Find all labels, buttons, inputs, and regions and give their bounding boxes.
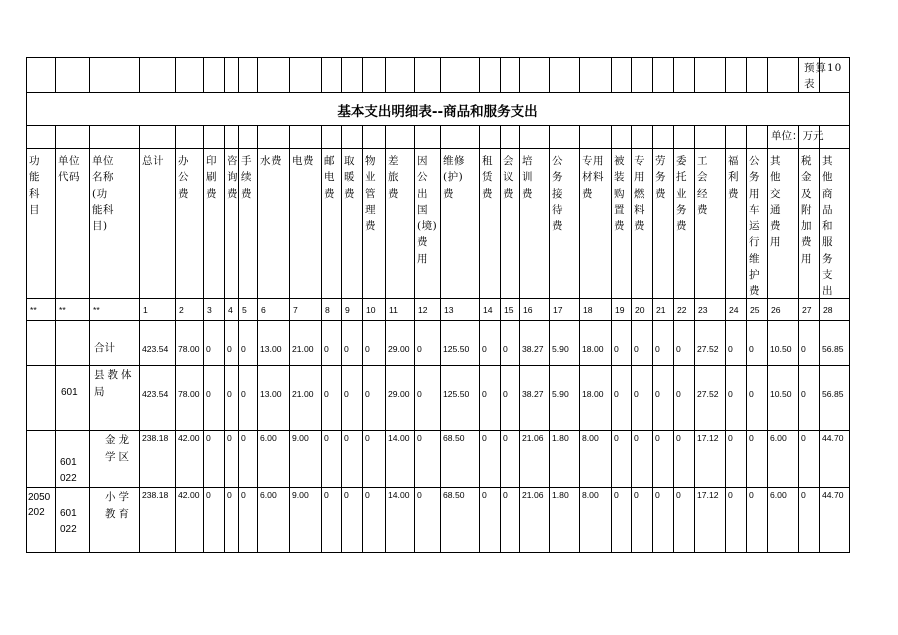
table-cell: 0 — [655, 344, 660, 354]
column-header-21: 专用材料费 — [582, 155, 604, 200]
column-index-28: 25 — [750, 305, 760, 315]
table-cell: 14.00 — [388, 433, 410, 443]
column-rule — [26, 57, 27, 553]
column-index-3: ** — [93, 305, 100, 315]
table-cell: 14.00 — [388, 490, 410, 500]
table-cell: 0 — [614, 490, 619, 500]
table-cell: 0 — [365, 389, 370, 399]
table-cell: 0 — [241, 490, 246, 500]
table-cell: 238.18 — [142, 490, 169, 500]
table-cell: 18.00 — [582, 344, 604, 354]
table-cell: 0 — [344, 344, 349, 354]
row-unit-code: 601 — [61, 387, 78, 398]
column-header-20: 公务接待费 — [552, 155, 563, 233]
table-cell: 0 — [655, 433, 660, 443]
row-rule — [26, 92, 850, 93]
table-cell: 38.27 — [522, 344, 544, 354]
column-rule — [289, 57, 290, 92]
row-rule — [26, 552, 850, 553]
row-unit-name: 金龙学区 — [105, 434, 132, 463]
table-cell: 0 — [614, 389, 619, 399]
column-header-3: 单位名称(功能科目) — [92, 155, 114, 233]
table-cell: 27.52 — [697, 389, 719, 399]
column-index-21: 18 — [583, 305, 593, 315]
table-cell: 0 — [417, 433, 422, 443]
table-cell: 0 — [676, 344, 681, 354]
table-cell: 0 — [634, 389, 639, 399]
column-header-22: 被装购置费 — [614, 155, 625, 233]
column-rule — [849, 57, 850, 553]
table-cell: 0 — [365, 344, 370, 354]
column-rule — [257, 57, 258, 92]
table-cell: 68.50 — [443, 433, 465, 443]
table-cell: 29.00 — [388, 344, 410, 354]
table-cell: 0 — [324, 490, 329, 500]
row-rule — [26, 320, 850, 321]
table-cell: 0 — [749, 344, 754, 354]
column-rule — [55, 125, 56, 553]
column-index-6: 3 — [207, 305, 212, 315]
table-cell: 17.12 — [697, 490, 719, 500]
table-cell: 5.90 — [552, 344, 569, 354]
column-rule — [362, 57, 363, 92]
table-cell: 238.18 — [142, 433, 169, 443]
table-cell: 0 — [503, 433, 508, 443]
table-cell: 0 — [482, 389, 487, 399]
column-header-18: 会议费 — [503, 155, 514, 200]
row-unit-name: 县教体局 — [94, 369, 135, 398]
table-cell: 42.00 — [178, 490, 200, 500]
table-cell: 125.50 — [443, 389, 470, 399]
column-rule — [549, 57, 550, 92]
table-cell: 0 — [241, 344, 246, 354]
column-header-5: 办公费 — [178, 155, 189, 200]
column-rule — [746, 57, 747, 92]
page-title: 基本支出明细表--商品和服务支出 — [337, 104, 538, 120]
column-rule — [341, 57, 342, 92]
row-rule — [26, 430, 850, 431]
column-rule — [500, 57, 501, 92]
table-cell: 18.00 — [582, 389, 604, 399]
column-header-31: 其他商品和服务支出 — [822, 155, 833, 298]
column-rule — [55, 57, 56, 92]
table-cell: 0 — [482, 433, 487, 443]
column-header-16: 维修(护)费 — [443, 155, 465, 200]
corner-label: 预算10表 — [804, 62, 843, 90]
row-rule — [26, 298, 850, 299]
table-cell: 0 — [324, 433, 329, 443]
column-header-19: 培训费 — [522, 155, 533, 200]
table-cell: 0 — [749, 490, 754, 500]
column-header-2: 单位代码 — [58, 155, 80, 184]
table-cell: 0 — [206, 344, 211, 354]
column-rule — [694, 57, 695, 92]
table-cell: 0 — [417, 389, 422, 399]
column-index-1: ** — [30, 305, 37, 315]
table-cell: 0 — [503, 389, 508, 399]
table-cell: 1.80 — [552, 433, 569, 443]
table-cell: 0 — [728, 433, 733, 443]
table-cell: 6.00 — [770, 490, 787, 500]
column-rule — [479, 57, 480, 92]
column-index-5: 2 — [179, 305, 184, 315]
column-header-25: 委托业务费 — [676, 155, 687, 233]
table-cell: 6.00 — [260, 433, 277, 443]
table-cell: 0 — [227, 490, 232, 500]
column-index-23: 20 — [635, 305, 645, 315]
table-cell: 0 — [634, 490, 639, 500]
row-rule — [26, 57, 850, 58]
table-cell: 0 — [344, 490, 349, 500]
table-cell: 10.50 — [770, 344, 792, 354]
table-cell: 0 — [503, 344, 508, 354]
row-rule — [26, 365, 850, 366]
column-index-11: 8 — [325, 305, 330, 315]
column-rule — [139, 125, 140, 553]
column-header-12: 取暖费 — [344, 155, 355, 200]
table-cell: 0 — [482, 490, 487, 500]
table-cell: 78.00 — [178, 344, 200, 354]
table-cell: 0 — [728, 389, 733, 399]
row-function-code: 2050202 — [28, 492, 51, 518]
row-rule — [26, 125, 850, 126]
column-index-30: 27 — [802, 305, 812, 315]
table-cell: 0 — [206, 433, 211, 443]
table-cell: 8.00 — [582, 490, 599, 500]
column-rule — [203, 57, 204, 92]
table-cell: 0 — [241, 433, 246, 443]
column-rule — [767, 57, 768, 92]
table-cell: 44.70 — [822, 433, 844, 443]
column-header-14: 差旅费 — [388, 155, 399, 200]
column-header-10: 电费 — [292, 155, 314, 167]
table-cell: 0 — [206, 490, 211, 500]
table-cell: 38.27 — [522, 389, 544, 399]
table-cell: 68.50 — [443, 490, 465, 500]
column-index-19: 16 — [523, 305, 533, 315]
table-cell: 56.85 — [822, 344, 844, 354]
column-header-27: 福利费 — [728, 155, 739, 200]
table-cell: 0 — [801, 490, 806, 500]
column-rule — [519, 57, 520, 92]
column-header-28: 公务用车运行维护费 — [749, 155, 760, 298]
column-index-25: 22 — [677, 305, 687, 315]
table-cell: 0 — [417, 490, 422, 500]
row-rule — [26, 487, 850, 488]
table-cell: 0 — [801, 344, 806, 354]
column-header-1: 功能科目 — [29, 155, 40, 216]
column-index-4: 1 — [143, 305, 148, 315]
table-cell: 44.70 — [822, 490, 844, 500]
row-rule — [26, 148, 850, 149]
column-header-4: 总计 — [142, 155, 164, 167]
column-header-30: 税金及附加费用 — [801, 155, 812, 265]
column-rule — [289, 125, 290, 553]
table-cell: 42.00 — [178, 433, 200, 443]
column-index-12: 9 — [345, 305, 350, 315]
table-cell: 10.50 — [770, 389, 792, 399]
column-index-7: 4 — [228, 305, 233, 315]
column-index-13: 10 — [366, 305, 376, 315]
column-rule — [224, 57, 225, 92]
column-header-23: 专用燃料费 — [634, 155, 645, 233]
column-header-26: 工会经费 — [697, 155, 708, 216]
table-cell: 1.80 — [552, 490, 569, 500]
table-cell: 0 — [614, 344, 619, 354]
column-index-10: 7 — [293, 305, 298, 315]
table-cell: 0 — [503, 490, 508, 500]
table-cell: 0 — [676, 433, 681, 443]
table-cell: 0 — [344, 433, 349, 443]
table-cell: 5.90 — [552, 389, 569, 399]
table-cell: 0 — [241, 389, 246, 399]
column-header-15: 因公出国(境)费用 — [417, 155, 438, 265]
table-cell: 6.00 — [260, 490, 277, 500]
column-index-17: 14 — [483, 305, 493, 315]
column-header-6: 印刷费 — [206, 155, 217, 200]
table-cell: 0 — [728, 344, 733, 354]
table-cell: 125.50 — [443, 344, 470, 354]
table-cell: 0 — [634, 433, 639, 443]
column-index-22: 19 — [615, 305, 625, 315]
column-index-20: 17 — [553, 305, 563, 315]
column-rule — [611, 57, 612, 92]
table-cell: 27.52 — [697, 344, 719, 354]
table-cell: 0 — [728, 490, 733, 500]
column-rule — [257, 125, 258, 553]
column-header-11: 邮电费 — [324, 155, 335, 200]
table-cell: 13.00 — [260, 344, 282, 354]
column-index-26: 23 — [698, 305, 708, 315]
column-rule — [725, 57, 726, 92]
row-unit-name: 合计 — [94, 342, 115, 354]
column-index-24: 21 — [656, 305, 666, 315]
column-rule — [385, 57, 386, 92]
table-cell: 6.00 — [770, 433, 787, 443]
table-cell: 78.00 — [178, 389, 200, 399]
column-index-15: 12 — [418, 305, 428, 315]
table-cell: 21.00 — [292, 344, 314, 354]
column-rule — [440, 57, 441, 92]
table-cell: 56.85 — [822, 389, 844, 399]
column-header-17: 租赁费 — [482, 155, 493, 200]
column-index-31: 28 — [823, 305, 833, 315]
table-cell: 0 — [344, 389, 349, 399]
column-index-27: 24 — [729, 305, 739, 315]
table-cell: 0 — [227, 433, 232, 443]
table-cell: 0 — [749, 433, 754, 443]
column-index-18: 15 — [504, 305, 514, 315]
table-cell: 21.00 — [292, 389, 314, 399]
table-cell: 0 — [365, 490, 370, 500]
table-cell: 0 — [206, 389, 211, 399]
table-cell: 0 — [749, 389, 754, 399]
table-cell: 0 — [365, 433, 370, 443]
column-index-8: 5 — [242, 305, 247, 315]
table-cell: 0 — [676, 490, 681, 500]
table-cell: 17.12 — [697, 433, 719, 443]
column-rule — [139, 57, 140, 92]
column-rule — [652, 57, 653, 92]
table-cell: 423.54 — [142, 344, 169, 354]
column-rule — [238, 57, 239, 92]
table-cell: 0 — [614, 433, 619, 443]
column-header-13: 物业管理费 — [365, 155, 376, 233]
table-cell: 13.00 — [260, 389, 282, 399]
column-rule — [321, 57, 322, 92]
table-cell: 0 — [324, 344, 329, 354]
table-cell: 29.00 — [388, 389, 410, 399]
table-cell: 21.06 — [522, 490, 544, 500]
table-cell: 423.54 — [142, 389, 169, 399]
column-index-2: ** — [59, 305, 66, 315]
column-rule — [89, 57, 90, 92]
table-cell: 0 — [482, 344, 487, 354]
table-cell: 8.00 — [582, 433, 599, 443]
table-cell: 21.06 — [522, 433, 544, 443]
table-cell: 0 — [324, 389, 329, 399]
column-rule — [673, 57, 674, 92]
table-cell: 0 — [801, 433, 806, 443]
table-cell: 0 — [676, 389, 681, 399]
table-cell: 0 — [655, 490, 660, 500]
table-cell: 0 — [417, 344, 422, 354]
column-index-16: 13 — [444, 305, 454, 315]
unit-label: 单位：万元 — [771, 130, 824, 142]
table-cell: 9.00 — [292, 490, 309, 500]
row-unit-name: 小学教育 — [105, 491, 132, 520]
row-unit-code: 601022 — [60, 508, 77, 535]
column-rule — [175, 57, 176, 92]
table-cell: 0 — [227, 344, 232, 354]
table-cell: 0 — [655, 389, 660, 399]
table-cell: 9.00 — [292, 433, 309, 443]
column-header-24: 劳务费 — [655, 155, 666, 200]
row-unit-code: 601022 — [60, 457, 77, 484]
column-rule — [631, 57, 632, 92]
table-cell: 0 — [634, 344, 639, 354]
column-index-9: 6 — [261, 305, 266, 315]
column-index-14: 11 — [389, 305, 398, 315]
column-index-29: 26 — [771, 305, 781, 315]
column-header-7: 咨询费 — [227, 155, 238, 200]
column-header-9: 水费 — [260, 155, 282, 167]
column-rule — [798, 57, 799, 92]
column-rule — [414, 57, 415, 92]
column-header-29: 其他交通费用 — [770, 155, 781, 249]
table-cell: 0 — [227, 389, 232, 399]
column-rule — [579, 57, 580, 92]
table-cell: 0 — [801, 389, 806, 399]
column-header-8: 手续费 — [241, 155, 252, 200]
